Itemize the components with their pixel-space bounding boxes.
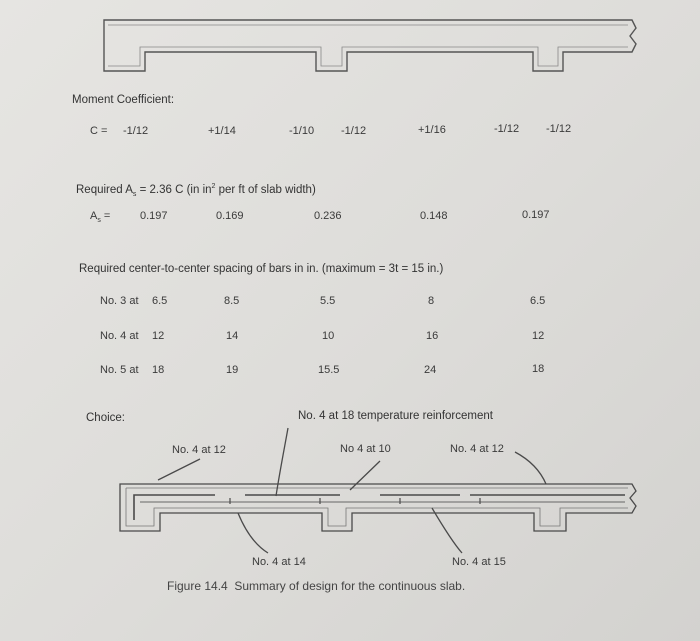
bar-label-top-right: No. 4 at 12 — [450, 443, 504, 455]
moment-value: -1/12 — [546, 123, 572, 135]
spacing-value: 18 — [532, 363, 545, 375]
moment-coefficient-heading: Moment Coefficient: — [72, 94, 175, 106]
choice-label: Choice: — [86, 412, 125, 424]
area-value: 0.197 — [522, 209, 550, 221]
spacing-value: 6.5 — [152, 295, 168, 307]
bar-label-bottom-left: No. 4 at 14 — [252, 556, 306, 568]
figure-number: Figure 14.4 — [167, 579, 228, 593]
figure-caption-text: Summary of design for the continuous slab. — [234, 579, 466, 593]
spacing-value: 6.5 — [530, 295, 546, 307]
spacing-row-label: No. 3 at — [100, 295, 139, 307]
area-value: 0.169 — [216, 210, 244, 222]
spacing-value: 15.5 — [318, 364, 340, 376]
moment-value: +1/14 — [208, 125, 236, 137]
area-value: 0.236 — [314, 210, 342, 222]
bar-label-top-mid: No 4 at 10 — [340, 443, 391, 455]
area-value: 0.148 — [420, 210, 448, 222]
figure-caption — [167, 580, 465, 593]
bar-label-top-left: No. 4 at 12 — [172, 444, 226, 456]
spacing-value: 8.5 — [224, 295, 240, 307]
moment-value: -1/12 — [494, 123, 520, 135]
moment-value: +1/16 — [418, 124, 446, 136]
bar-label-bottom-right: No. 4 at 15 — [452, 556, 506, 568]
moment-value: -1/10 — [289, 125, 315, 137]
spacing-heading: Required center-to-center spacing of bars in in. (maximum = 3t = 15 in.) — [79, 263, 444, 275]
spacing-value: 5.5 — [320, 295, 336, 307]
spacing-value: 24 — [424, 364, 437, 376]
spacing-row-label: No. 4 at — [100, 330, 139, 342]
spacing-value: 19 — [226, 364, 239, 376]
temperature-reinforcement-label: No. 4 at 18 temperature reinforcement — [298, 410, 493, 422]
area-value: 0.197 — [140, 210, 168, 222]
spacing-value: 8 — [428, 295, 435, 307]
spacing-value: 10 — [322, 330, 335, 342]
spacing-value: 18 — [152, 364, 165, 376]
spacing-value: 16 — [426, 330, 439, 342]
spacing-value: 12 — [152, 330, 165, 342]
moment-label: C = — [90, 125, 108, 137]
area-label: $A_s$ = — [90, 210, 111, 225]
spacing-value: 14 — [226, 330, 239, 342]
spacing-value: 12 — [532, 330, 545, 342]
spacing-row-label: No. 5 at — [100, 364, 139, 376]
moment-value: -1/12 — [341, 125, 367, 137]
moment-value: -1/12 — [123, 125, 149, 137]
required-area-heading: Required $A_s = 2.36$ C (in $in^2$ per ft of slab width) — [76, 183, 316, 199]
